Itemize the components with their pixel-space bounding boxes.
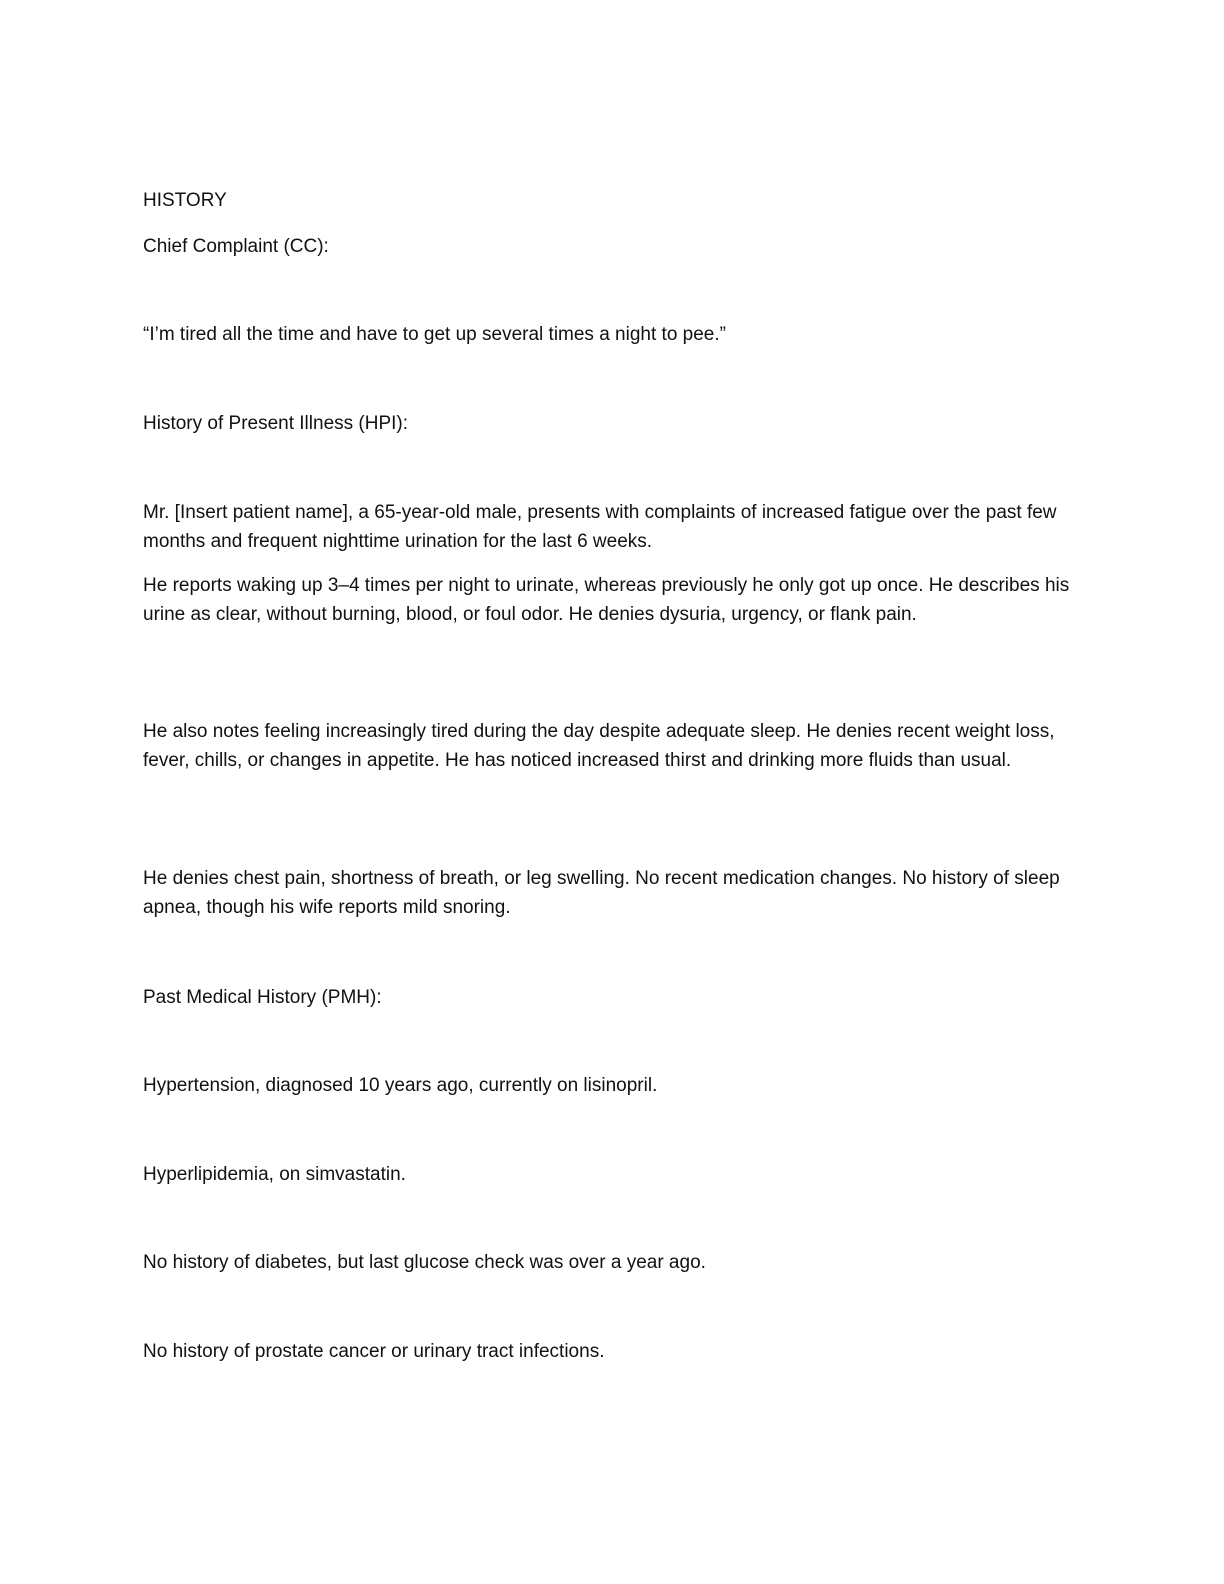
pmh-item: Hyperlipidemia, on simvastatin. bbox=[143, 1164, 406, 1185]
section-title: HISTORY bbox=[143, 190, 227, 211]
hpi-paragraph: Mr. [Insert patient name], a 65-year-old male, presents with complaints of increased fatigue over the past few months and frequent nighttime urination for the last 6 weeks. bbox=[143, 502, 1057, 552]
chief-complaint-heading: Chief Complaint (CC): bbox=[143, 236, 329, 257]
hpi-paragraph: He denies chest pain, shortness of breath, or leg swelling. No recent medication changes. No history of sleep apnea, though his wife reports mild snoring. bbox=[143, 868, 1060, 918]
pmh-item: No history of prostate cancer or urinary tract infections. bbox=[143, 1341, 605, 1362]
hpi-heading: History of Present Illness (HPI): bbox=[143, 413, 409, 434]
pmh-heading: Past Medical History (PMH): bbox=[143, 987, 382, 1008]
chief-complaint-quote: “I’m tired all the time and have to get up several times a night to pee.” bbox=[143, 324, 726, 345]
hpi-paragraph: He reports waking up 3–4 times per night to urinate, whereas previously he only got up once. He describes his urine as clear, without burning, blood, or foul odor. He denies dysuria, urgency, or flank pain. bbox=[143, 575, 1070, 625]
hpi-paragraph: He also notes feeling increasingly tired during the day despite adequate sleep. He denies recent weight loss, fever, chills, or changes in appetite. He has noticed increased thirst and drinking more fluids than usual. bbox=[143, 721, 1055, 771]
pmh-item: No history of diabetes, but last glucose check was over a year ago. bbox=[143, 1252, 706, 1273]
pmh-item: Hypertension, diagnosed 10 years ago, currently on lisinopril. bbox=[143, 1075, 658, 1096]
